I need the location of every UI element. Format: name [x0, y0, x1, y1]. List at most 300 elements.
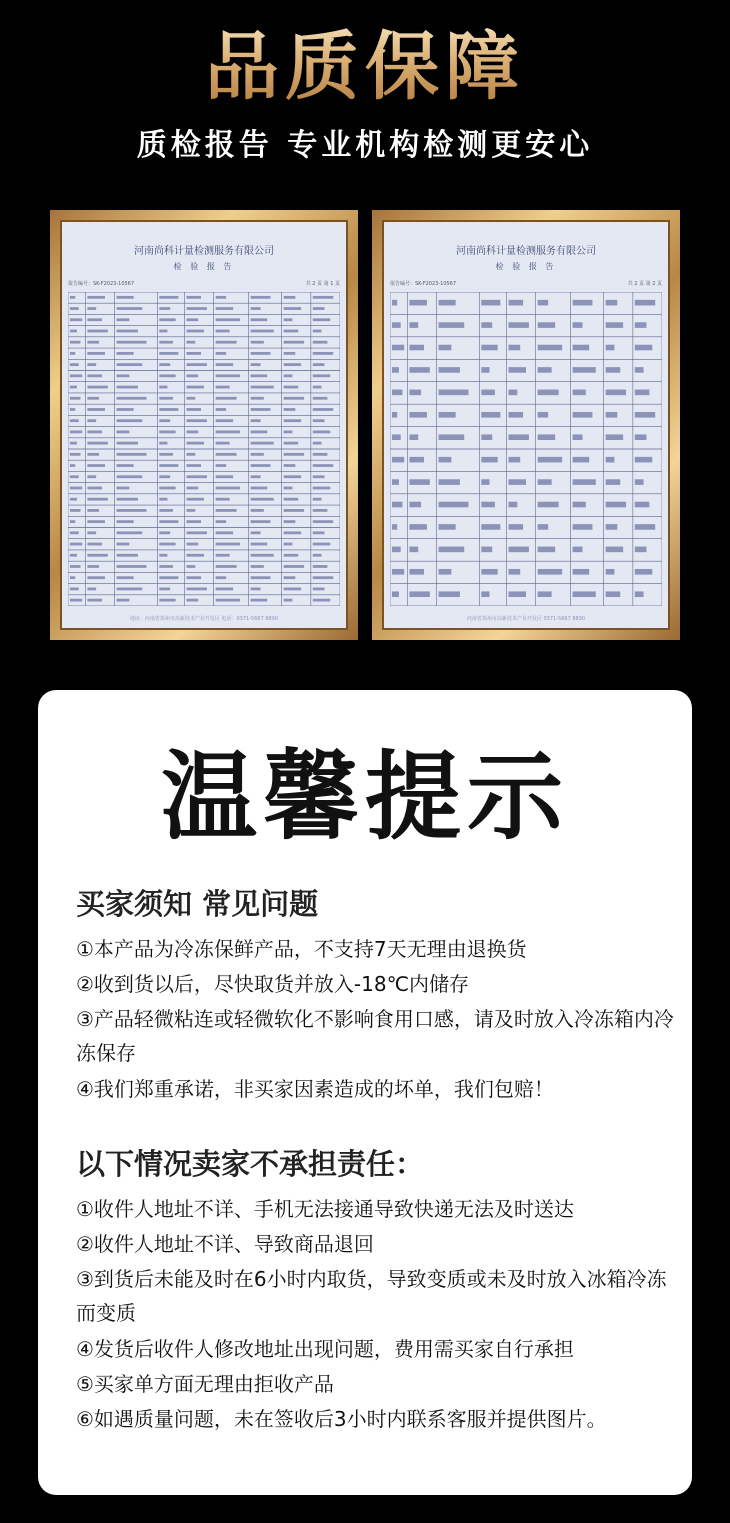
- table-cell-text: [284, 587, 301, 590]
- table-cell-text: [70, 442, 77, 445]
- table-cell-text: [635, 569, 652, 575]
- table-cell-text: [538, 479, 552, 485]
- table-cell-text: [573, 591, 596, 597]
- table-cell-text: [635, 345, 652, 351]
- table-cell-text: [635, 502, 650, 508]
- table-cell-text: [187, 330, 204, 333]
- table-cell-text: [159, 430, 175, 433]
- table-cell-text: [392, 390, 402, 396]
- table-cell-text: [313, 509, 328, 512]
- table-cell-text: [159, 554, 167, 557]
- table-cell-text: [159, 419, 170, 422]
- table-cell-text: [216, 430, 240, 433]
- table-cell-text: [159, 565, 173, 568]
- buyer-notice-item: ③产品轻微粘连或轻微软化不影响食用口感，请及时放入冷冻箱内冷冻保存: [76, 1007, 674, 1065]
- table-cell-text: [392, 479, 399, 485]
- table-cell-text: [409, 591, 429, 597]
- table-cell-text: [284, 554, 299, 557]
- table-cell-text: [481, 322, 492, 328]
- page-subtitle: 质检报告 专业机构检测更安心: [136, 128, 594, 163]
- seller-disclaimer-heading: 以下情况卖家不承担责任：: [76, 1147, 425, 1181]
- table-cell-text: [313, 296, 333, 299]
- table-cell-text: [251, 307, 261, 310]
- table-cell-text: [509, 345, 521, 351]
- table-cell-text: [573, 524, 593, 530]
- table-cell-text: [251, 531, 261, 534]
- table-cell-text: [392, 569, 404, 575]
- table-cell-text: [159, 318, 175, 321]
- table-cell-text: [159, 464, 178, 467]
- table-cell-text: [70, 408, 75, 411]
- table-cell-text: [409, 502, 421, 508]
- table-cell-text: [313, 307, 325, 310]
- table-cell-text: [439, 322, 465, 328]
- table-cell-text: [409, 547, 418, 553]
- table-cell-text: [481, 502, 495, 508]
- table-cell-text: [313, 587, 325, 590]
- table-cell-text: [251, 498, 274, 501]
- table-cell-text: [87, 543, 102, 546]
- table-cell-text: [187, 408, 202, 411]
- report-table: [68, 292, 340, 606]
- table-cell-text: [70, 599, 82, 602]
- report-table-grid: [68, 292, 340, 606]
- table-cell-text: [117, 318, 130, 321]
- table-cell-text: [284, 442, 299, 445]
- table-cell-text: [159, 599, 175, 602]
- table-cell-text: [159, 453, 173, 456]
- table-cell-text: [251, 576, 271, 579]
- table-cell-text: [117, 520, 134, 523]
- table-cell-text: [481, 569, 497, 575]
- table-cell-text: [392, 412, 397, 418]
- table-cell-text: [573, 457, 590, 463]
- table-cell-text: [313, 498, 322, 501]
- table-cell-text: [159, 475, 170, 478]
- table-cell-text: [87, 599, 102, 602]
- table-cell-text: [187, 509, 196, 512]
- table-cell-text: [284, 487, 293, 490]
- table-cell-text: [216, 475, 233, 478]
- table-cell-text: [509, 591, 526, 597]
- table-cell-text: [159, 363, 170, 366]
- table-cell-text: [509, 524, 524, 530]
- table-cell-text: [117, 475, 143, 478]
- table-cell-text: [481, 591, 489, 597]
- table-cell-text: [284, 599, 293, 602]
- table-cell-text: [159, 397, 173, 400]
- table-cell-text: [216, 397, 237, 400]
- table-cell-text: [538, 322, 555, 328]
- table-cell-text: [635, 412, 655, 418]
- table-cell-text: [216, 341, 237, 344]
- table-cell-text: [509, 322, 529, 328]
- table-cell-text: [313, 554, 322, 557]
- table-cell-text: [538, 502, 559, 508]
- table-cell-text: [284, 509, 304, 512]
- table-cell-text: [481, 300, 500, 306]
- table-cell-text: [313, 386, 322, 389]
- table-cell-text: [87, 363, 96, 366]
- table-cell-text: [70, 475, 79, 478]
- table-cell-text: [392, 367, 399, 373]
- table-cell-text: [573, 434, 583, 440]
- table-cell-text: [392, 524, 397, 530]
- table-cell-text: [251, 554, 274, 557]
- table-cell-text: [606, 434, 623, 440]
- report-company: 河南尚科计量检测服务有限公司: [134, 246, 274, 257]
- table-cell-text: [117, 554, 138, 557]
- table-cell-text: [538, 524, 548, 530]
- certificate-frame-2[interactable]: [372, 210, 680, 640]
- table-cell-text: [251, 487, 268, 490]
- table-cell-text: [509, 412, 524, 418]
- table-cell-text: [284, 408, 296, 411]
- table-cell-text: [216, 520, 226, 523]
- table-cell-text: [251, 565, 264, 568]
- table-cell-text: [87, 442, 107, 445]
- table-cell-text: [538, 345, 562, 351]
- table-cell-text: [117, 464, 134, 467]
- table-cell-text: [284, 330, 299, 333]
- table-cell-text: [187, 464, 202, 467]
- table-cell-text: [409, 345, 424, 351]
- table-cell-text: [481, 547, 492, 553]
- table-cell-text: [87, 374, 102, 377]
- table-cell-text: [409, 412, 426, 418]
- table-cell-text: [87, 520, 104, 523]
- table-cell-text: [216, 453, 237, 456]
- table-cell-text: [187, 352, 202, 355]
- table-cell-text: [313, 475, 325, 478]
- disclaimer-item: ⑤买家单方面无理由拒收产品: [76, 1372, 334, 1396]
- table-cell-text: [216, 408, 226, 411]
- table-cell-text: [117, 599, 130, 602]
- table-cell-text: [284, 363, 301, 366]
- table-cell-text: [251, 599, 268, 602]
- table-cell-text: [439, 300, 456, 306]
- table-cell-text: [87, 498, 107, 501]
- table-cell-text: [87, 453, 99, 456]
- table-cell-text: [538, 569, 562, 575]
- report-meta: [390, 280, 662, 287]
- table-cell-text: [392, 322, 401, 328]
- table-cell-text: [635, 479, 644, 485]
- buyer-notice-item: ②收到货以后，尽快取货并放入-18℃内储存: [76, 972, 470, 996]
- report-company: 河南尚科计量检测服务有限公司: [456, 246, 596, 257]
- table-cell-text: [70, 453, 80, 456]
- table-cell-text: [251, 464, 271, 467]
- table-cell-text: [187, 576, 202, 579]
- table-cell-text: [509, 479, 526, 485]
- table-cell-text: [573, 367, 596, 373]
- report-meta: [68, 280, 340, 287]
- table-cell-text: [573, 390, 586, 396]
- table-cell-text: [70, 464, 75, 467]
- table-cell-text: [509, 457, 521, 463]
- table-cell-text: [284, 475, 301, 478]
- table-cell-text: [251, 520, 271, 523]
- table-cell-text: [117, 307, 143, 310]
- table-cell-text: [117, 408, 134, 411]
- table-cell-text: [313, 576, 333, 579]
- report-table-grid: [390, 292, 662, 606]
- table-cell-text: [216, 464, 226, 467]
- table-cell-text: [439, 367, 460, 373]
- table-cell-text: [187, 498, 204, 501]
- table-cell-text: [87, 565, 99, 568]
- table-cell-text: [606, 547, 623, 553]
- inspection-report-1: [60, 220, 348, 630]
- report-title: 检 验 报 告: [495, 262, 557, 271]
- table-cell-text: [159, 386, 167, 389]
- table-cell-text: [284, 498, 299, 501]
- table-cell-text: [481, 457, 497, 463]
- table-cell-text: [439, 547, 465, 553]
- table-cell-text: [216, 296, 226, 299]
- table-cell-text: [87, 576, 104, 579]
- table-cell-text: [70, 531, 79, 534]
- table-cell-text: [251, 587, 261, 590]
- table-cell-text: [251, 430, 268, 433]
- table-cell-text: [117, 374, 130, 377]
- table-cell-text: [439, 569, 452, 575]
- table-cell-text: [392, 502, 402, 508]
- table-cell-text: [313, 543, 330, 546]
- table-cell-text: [251, 475, 261, 478]
- table-cell-text: [635, 591, 644, 597]
- table-cell-text: [409, 300, 426, 306]
- table-cell-text: [159, 576, 178, 579]
- table-cell-text: [573, 502, 586, 508]
- table-cell-text: [87, 509, 99, 512]
- table-cell-text: [313, 318, 330, 321]
- report-number: 报告编号：SK-F2023-10567: [390, 281, 457, 287]
- table-cell-text: [70, 374, 82, 377]
- table-cell-text: [481, 412, 500, 418]
- table-cell-text: [117, 453, 147, 456]
- table-cell-text: [538, 457, 562, 463]
- table-cell-text: [284, 430, 293, 433]
- table-cell-text: [313, 565, 328, 568]
- table-cell-text: [251, 397, 264, 400]
- table-cell-text: [187, 520, 202, 523]
- table-cell-text: [251, 453, 264, 456]
- table-cell-text: [70, 330, 77, 333]
- table-cell-text: [251, 341, 264, 344]
- table-cell-text: [313, 341, 328, 344]
- table-cell-text: [573, 479, 596, 485]
- table-cell-text: [70, 386, 77, 389]
- table-cell-text: [606, 300, 618, 306]
- table-cell-text: [284, 453, 304, 456]
- table-cell-text: [284, 296, 296, 299]
- table-cell-text: [635, 547, 647, 553]
- table-cell-text: [284, 318, 293, 321]
- table-cell-text: [392, 457, 404, 463]
- table-cell-text: [187, 307, 207, 310]
- table-cell-text: [187, 419, 207, 422]
- table-cell-text: [117, 531, 143, 534]
- table-cell-text: [251, 408, 271, 411]
- table-cell-text: [117, 487, 130, 490]
- table-cell-text: [187, 531, 207, 534]
- table-cell-text: [216, 307, 233, 310]
- table-cell-text: [117, 363, 143, 366]
- table-cell-text: [159, 442, 167, 445]
- table-cell-text: [87, 587, 96, 590]
- table-cell-text: [70, 318, 82, 321]
- table-cell-text: [635, 322, 647, 328]
- disclaimer-item: ②收件人地址不详、导致商品退回: [76, 1232, 374, 1256]
- table-cell-text: [216, 442, 230, 445]
- table-cell-text: [635, 434, 647, 440]
- table-cell-text: [313, 453, 328, 456]
- table-cell-text: [251, 442, 274, 445]
- table-cell-text: [187, 318, 199, 321]
- table-cell-text: [439, 345, 452, 351]
- table-cell-text: [87, 296, 104, 299]
- table-cell-text: [439, 502, 469, 508]
- table-cell-text: [635, 300, 655, 306]
- table-cell-text: [284, 543, 293, 546]
- table-cell-text: [70, 296, 75, 299]
- table-cell-text: [70, 520, 75, 523]
- table-cell-text: [409, 569, 424, 575]
- warm-tips-title: 温馨提示: [161, 741, 569, 853]
- table-cell-text: [606, 569, 615, 575]
- table-cell-text: [313, 430, 330, 433]
- table-cell-text: [284, 352, 296, 355]
- buyer-notice-item: ④我们郑重承诺，非买家因素造成的坏单，我们包赔！: [76, 1077, 554, 1101]
- table-cell-text: [284, 419, 301, 422]
- table-cell-text: [284, 576, 296, 579]
- table-cell-text: [87, 487, 102, 490]
- table-cell-text: [251, 296, 271, 299]
- table-cell-text: [606, 390, 626, 396]
- disclaimer-item: ③到货后未能及时在6小时内取货，导致变质或未及时放入冰箱冷冻而变质: [76, 1267, 667, 1325]
- table-cell-text: [284, 374, 293, 377]
- table-cell-text: [159, 509, 173, 512]
- table-cell-text: [159, 352, 178, 355]
- table-cell-text: [216, 509, 237, 512]
- table-cell-text: [216, 363, 233, 366]
- report-table: [390, 292, 662, 606]
- table-cell-text: [392, 434, 401, 440]
- table-cell-text: [187, 430, 199, 433]
- table-cell-text: [70, 352, 75, 355]
- table-cell-text: [159, 487, 175, 490]
- table-cell-text: [87, 386, 107, 389]
- table-cell-text: [251, 330, 274, 333]
- table-cell-text: [251, 509, 264, 512]
- table-cell-text: [87, 531, 96, 534]
- table-cell-text: [187, 341, 196, 344]
- table-cell-text: [606, 479, 621, 485]
- table-cell-text: [70, 341, 80, 344]
- table-cell-text: [187, 565, 196, 568]
- table-cell-text: [409, 322, 418, 328]
- table-cell-text: [538, 434, 555, 440]
- table-cell-text: [313, 487, 330, 490]
- table-cell-text: [187, 475, 207, 478]
- table-cell-text: [159, 307, 170, 310]
- table-cell-text: [70, 554, 77, 557]
- table-cell-text: [117, 442, 138, 445]
- table-cell-text: [87, 419, 96, 422]
- buyer-notice-item: ①本产品为冷冻保鲜产品，不支持7天无理由退换货: [76, 937, 527, 961]
- table-cell-text: [216, 498, 230, 501]
- table-cell-text: [481, 345, 497, 351]
- table-cell-text: [70, 565, 80, 568]
- table-cell-text: [439, 412, 456, 418]
- table-cell-text: [216, 330, 230, 333]
- table-cell-text: [284, 464, 296, 467]
- table-cell-text: [313, 397, 328, 400]
- table-cell-text: [216, 386, 230, 389]
- table-cell-text: [117, 430, 130, 433]
- table-cell-text: [87, 397, 99, 400]
- certificate-frame-1[interactable]: [50, 210, 358, 640]
- table-cell-text: [251, 419, 261, 422]
- table-cell-text: [70, 498, 77, 501]
- table-cell-text: [70, 363, 79, 366]
- table-cell-text: [187, 543, 199, 546]
- table-cell-text: [313, 408, 333, 411]
- table-cell-text: [87, 430, 102, 433]
- report-page: 共 2 页 第 2 页: [627, 281, 662, 287]
- table-cell-text: [313, 520, 333, 523]
- page-title: 品质保障: [0, 22, 730, 112]
- table-cell-text: [606, 591, 621, 597]
- table-cell-text: [216, 352, 226, 355]
- table-cell-text: [313, 374, 330, 377]
- table-cell-text: [251, 386, 274, 389]
- table-cell-text: [284, 531, 301, 534]
- table-cell-text: [216, 587, 233, 590]
- table-cell-text: [313, 419, 325, 422]
- table-cell-text: [117, 587, 143, 590]
- table-cell-text: [538, 412, 548, 418]
- buyer-notice-heading: 买家须知 常见问题: [76, 887, 319, 921]
- table-cell-text: [284, 341, 304, 344]
- table-cell-text: [481, 479, 489, 485]
- table-cell-text: [538, 591, 552, 597]
- table-cell-text: [187, 554, 204, 557]
- table-cell-text: [573, 345, 590, 351]
- table-cell-text: [573, 412, 593, 418]
- table-cell-text: [392, 300, 397, 306]
- table-cell-text: [573, 569, 590, 575]
- table-cell-text: [284, 386, 299, 389]
- table-cell-text: [573, 322, 583, 328]
- table-cell-text: [251, 363, 261, 366]
- table-cell-text: [635, 367, 644, 373]
- table-cell-text: [573, 547, 583, 553]
- table-cell-text: [481, 524, 500, 530]
- table-cell-text: [216, 543, 240, 546]
- table-cell-text: [538, 367, 552, 373]
- table-cell-text: [284, 565, 304, 568]
- table-cell-text: [409, 434, 418, 440]
- table-cell-text: [117, 386, 138, 389]
- table-cell-text: [117, 397, 147, 400]
- table-cell-text: [70, 576, 75, 579]
- table-cell-text: [313, 442, 322, 445]
- table-cell-text: [159, 296, 178, 299]
- table-cell-text: [117, 330, 138, 333]
- table-cell-text: [117, 419, 143, 422]
